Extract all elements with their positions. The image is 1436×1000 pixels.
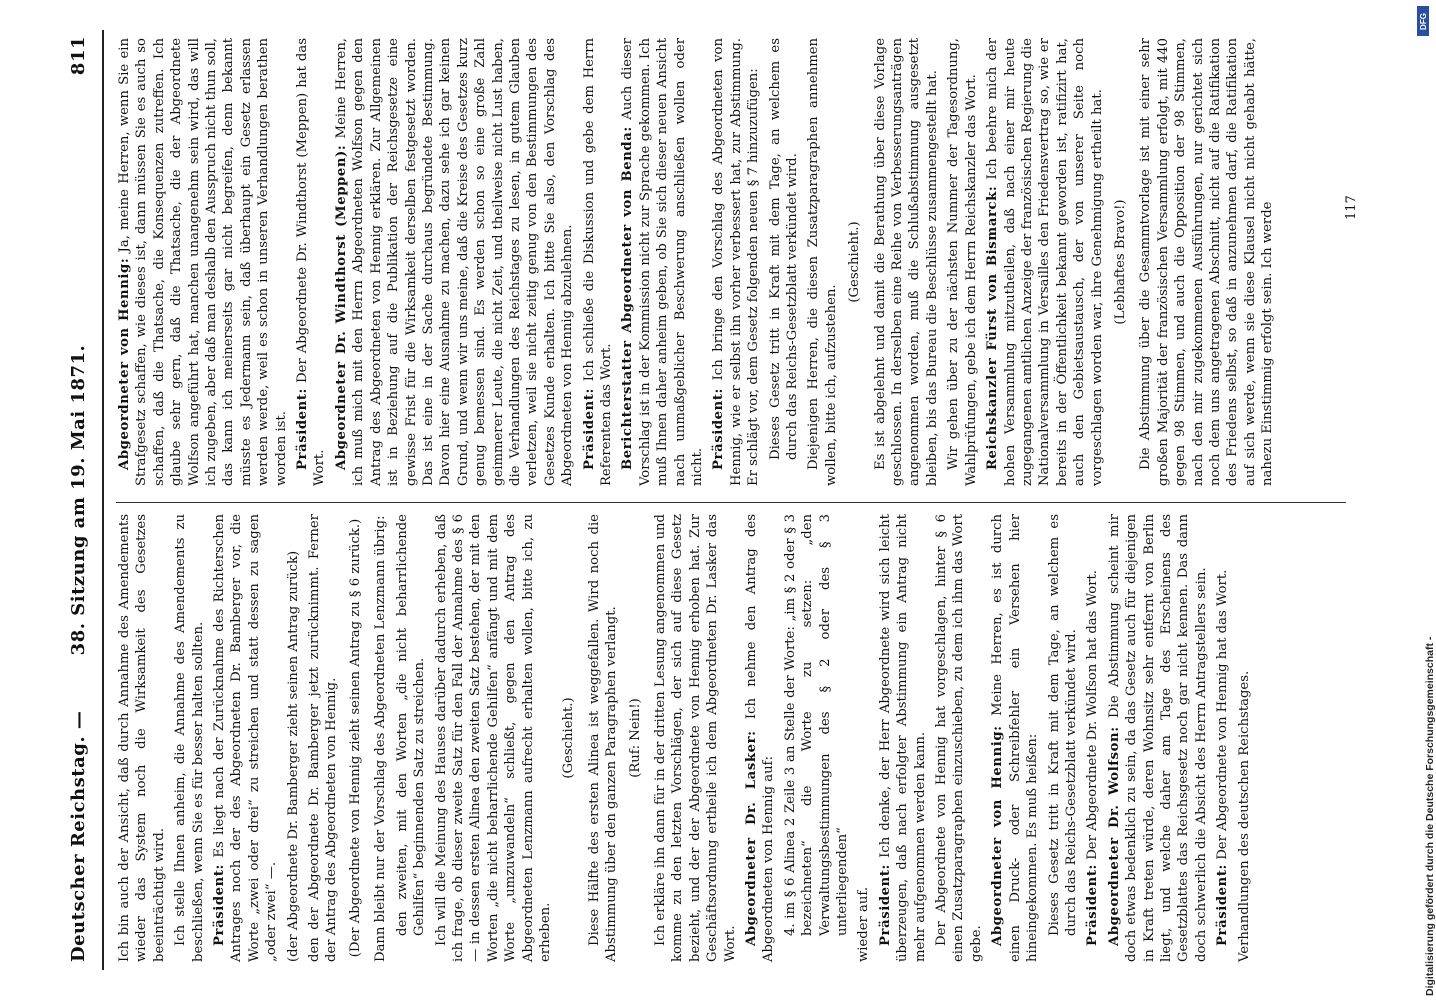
speech-paragraph [211, 514, 281, 962]
paragraph-text: Der Abgeordnete von Hennig hat das Wort. [1215, 569, 1231, 860]
paragraph-text: Ich bringe den Vorschlag des Abgeordneten von Hennig, wie er selbst ihn vorher verbessert hat, zur Abstimmung. Er schlägt vor, dem Gesetz folgenden neuen § 7 hinzuzufügen: [711, 38, 762, 486]
speaker-name: Abgeordneter von Hennig: [990, 725, 1006, 946]
paragraph-text: Auch dieser Vorschlag ist in der Kommission nicht zur Sprache gekommen. Ich muß Ihnen daher anheim geben, ob Sie sich dieser neuen Ansicht nach unmaßgeblicher Beschwerung anschließen wollen oder nicht. [620, 38, 705, 486]
speech-paragraph [710, 38, 762, 486]
speaker-name: Präsident: [295, 387, 311, 470]
text-paragraph [945, 38, 980, 486]
text-paragraph [586, 514, 621, 962]
paragraph-text: Wir gehen über zu der nächsten Nummer der Tagesordnung, Wahlprüfungen, gebe ich dem Herrn Reichskanzler das Wort. [946, 38, 979, 486]
paragraph-text: Meine Herren, ich muß mich mit den Herrn Abgeordneten Wolfson gegen den Antrag des Abgeordneten von Hennig erklären. Zur Allgemeinen ist in Beziehung auf die Publikation der Reichsgesetze eine gewisse Frist für die Wirksamkeit derselben festgesetzt worden. Das ist eine in der Sache durchaus begründete Bestimmung. Davon hier eine Ausnahme zu machen, dazu sehe ich gar keinen Grund, und wenn wir uns meine, daß die Kreise des Gesetzes kurz genug bemessen sind. Es werden schon so eine große Zahl geimmerer Leute, die nicht Zeit, und theilweise nicht Lust haben, die Verhandlungen des Reichstages zu lesen, in gutem Glauben verletzen, weil sie nicht zeitig genug von den Bestimmungen des Gesetzes Kunde erhalten. Ich bitte Sie also, den Vorschlag des Abgeordneten von Hennig abzulehnen. [333, 37, 576, 486]
speaker-name: Präsident: [1215, 863, 1231, 946]
speech-paragraph [877, 514, 929, 962]
paragraph-text: Es ist abgelehnt und damit die Berathung über diese Vorlage geschlossen. In derselben eine Reihe von Verbesserungsanträgen angenommen worden, muß die Schlußabstimmung ausgesetzt bleiben, bis das Bureau die Beschlüsse zusammengestellt hat. [872, 38, 940, 486]
speaker-name: Abgeordneter Dr. Windthorst (Meppen): [333, 144, 349, 470]
speech-paragraph [984, 38, 1106, 486]
text-paragraph [347, 514, 364, 962]
text-paragraph [855, 514, 872, 962]
paragraph-text: Meine Herren, es ist durch einen Druck- oder Schreibfehler ein Versehen hier hineingekommen. Es muß heißen: [990, 514, 1041, 962]
text-paragraph [627, 514, 644, 962]
speaker-name: Präsident: [877, 863, 893, 946]
paragraph-text: Ich schließe die Diskussion und gebe dem Herrn Referenten das Wort. [581, 38, 614, 486]
text-paragraph [767, 38, 802, 486]
speech-paragraph [294, 38, 329, 486]
speech-paragraph [1084, 514, 1101, 962]
text-paragraph [933, 514, 985, 962]
text-paragraph [846, 38, 863, 486]
paragraph-text: Ja, meine Herren, wenn Sie ein Strafgesetz schaffen, wie dieses ist, dann müssen Sie es auch so schaffen, daß die Thatsache, die Konsequenzen zutreffen. Ich glaube sehr gern, daß die Thatsache, die der Abgeordnete Wolfson angeführt hat, manchen unangenehm sein wird, das will ich zugeben, aber daß man deshalb den Ausspruch nicht thun soll, das kann ich meinerseits gar nicht begreifen, denn bekannt müsste es Jedermann sein, daß überhaupt ein Gesetz erlassen werden werde, weil es schon in unseren Verhandlungen berathen worden ist. [117, 38, 289, 486]
paragraph-text: Diese Hälfte des ersten Alinea ist weggefallen. Wird noch die Abstimmung über den ganzen Paragraphen verlangt. [586, 514, 620, 962]
speech-paragraph [619, 38, 706, 486]
paragraph-text: Ich denke, der Herr Abgeordnete wird sich leicht überzeugen, daß nach erfolgter Abstimmung ein Antrag nicht mehr aufgenommen werden kann. [877, 514, 928, 962]
paragraph-text: Ich erkläre ihn dann für in der dritten Lesung angenommen und komme zu den letzten Vorschlägen, der sich auf diese Gesetz bezieht, und der der Abgeordnete von Hennig erhoben hat. Zur Geschäftsordnung ertheile ich dem Abgeordneten Dr. Lasker das Wort. [652, 514, 738, 962]
text-paragraph [1112, 38, 1129, 486]
text-paragraph [372, 514, 389, 962]
speech-paragraph [989, 514, 1041, 962]
text-paragraph [306, 514, 341, 962]
paragraph-text: Ich nehme den Antrag des Abgeordneten von Hennig auf: [744, 514, 777, 962]
speaker-name: Abgeordneter Dr. Lasker: [744, 730, 759, 946]
paragraph-text: Ich bin auch der Ansicht, daß durch Annahme des Amendements wieder das System noch die Wirksamkeit des Gesetzes beeinträchtigt wird. [117, 514, 167, 962]
text-paragraph [433, 514, 555, 962]
header-publication: Deutscher Reichstag. — [68, 710, 89, 962]
paragraph-text: Der Abgeordnete von Hennig hat vorgeschlagen, hinter § 6 einen Zusatzparagraphen einzuschieben, zu dem ich ihm das Wort gebe. [934, 514, 984, 962]
paragraph-text: Die Abstimmung scheint mir doch etwas bedenklich zu sein, da das Gesetz auch für diejenigen in Kraft treten würde, deren Wohnsitz sehr entfernt von Berlin liegt, und welche daher am Tage des Erscheinens des Gesetzblattes das Reichsgesetz noch gar nicht kennen. Das dann doch schwerlich die Absicht des Herrn Antragstellers sein. [1106, 514, 1209, 962]
rotated-page-content [58, 20, 1378, 980]
paragraph-text: 4. im § 6 Alinea 2 Zeile 3 an Stelle der Worte: „im § 2 oder § 3 bezeichneten“ die Worte zu setzen: „den Verwaltungsbestimmungen des § 2 oder des § 3 unterliegenden“ [782, 514, 851, 936]
paragraph-text: Die Abstimmung über die Gesammtvorlage ist mit einer sehr großen Majorität der französischen Versammlung erfolgt, mit 440 gegen 98 Stimmen, und auch die Opposition der 98 Stimmen, nach den mir zugekommenen Ausführungen, nur gerichtet sich noch dem uns angetragenen Abschnitt, nicht auf die Ratifikation des Friedens selbst, so daß in anzunehmen darf, die Ratifikation auf sich werde, wenn sie diese Klausel nicht nicht gehabt hätte, nahezu Einstimmig erfolgt sein. Ich werde [1138, 38, 1276, 486]
paragraph-text: Dieses Gesetz tritt in Kraft mit dem Tage, an welchem es durch das Reichs-Gesetzblatt verkündet wird. [767, 38, 801, 460]
text-paragraph [172, 514, 207, 962]
header-rule [102, 30, 104, 970]
text-paragraph [116, 514, 168, 962]
speaker-name: Präsident: [212, 863, 228, 946]
paragraph-text: den der Abgeordnete Dr. Bamberger jetzt zurücknimmt. Ferner der Antrag des Abgeordneten von Hennig. [307, 514, 340, 962]
paragraph-text: Es liegt nach der Zurücknahme des Richterschen Antrages noch der des Abgeordneten Dr. Bamberger vor, die Worte „zwei oder drei“ zu streichen und statt dessen zu sagen „oder zwei“ —. [212, 514, 280, 962]
speaker-name: Abgeordneter Dr. Wolfson: [1106, 726, 1122, 946]
speaker-name: Präsident: [1085, 863, 1101, 946]
text-paragraph [394, 514, 429, 962]
dfg-logo-text: DFG [1418, 12, 1428, 30]
paragraph-text: Ich beehre mich der hohen Versammlung mitzutheilen, daß nach einer mir heute zugegangenen amtlichen Anzeige der französischen Regierung die Nationalversammlung in Versailles den Friedensvertrag so, wie er bereits in der Öffentlichkeit bekannt geworden ist, ratifizirt hat, auch den Gebietsaustausch, der von unserer Seite noch vorgeschlagen worden war, ihre Genehmigung ertheilt hat. [985, 38, 1105, 486]
paragraph-text: (Lebhaftes Bravo!) [1112, 199, 1128, 325]
text-paragraph [1236, 514, 1253, 962]
speaker-name: Präsident: [711, 387, 727, 470]
speech-paragraph [333, 38, 577, 486]
speech-paragraph [743, 514, 778, 962]
column-divider [116, 502, 1346, 503]
paragraph-text: Verhandlungen des deutschen Reichstages. [1236, 670, 1252, 962]
speaker-name: Reichskanzler Fürst von Bismarck: [985, 185, 1001, 470]
text-paragraph [805, 38, 840, 486]
paragraph-text: Dieses Gesetz tritt in Kraft mit dem Tage, an welchem es durch das Reichs-Gesetzblatt verkündet wird. [1046, 514, 1079, 936]
text-paragraph [652, 514, 739, 962]
paragraph-text: (Der Abgeordnete von Hennig zieht seinen Antrag zu § 6 zurück.) [347, 518, 363, 958]
paragraph-text: Der Abgeordnete Dr. Windthorst (Meppen) hat das Wort. [295, 38, 328, 486]
signature-mark: 117 [1344, 195, 1359, 220]
header-session: 38. Sitzung am 19. Mai 1871. [68, 344, 89, 656]
paragraph-text: (Ruf: Nein!) [627, 698, 643, 778]
page-number: 811 [68, 36, 89, 76]
speaker-name: Berichterstatter Abgeordneter von Benda: [620, 126, 636, 470]
paragraph-text: (Geschieht.) [561, 697, 577, 779]
speaker-name: Abgeordneter von Hennig: [117, 257, 132, 470]
running-header [58, 20, 98, 980]
text-paragraph [1046, 514, 1081, 962]
paragraph-text: Dann bleibt nur der Vorschlag des Abgeordneten Lenzmann übrig: [373, 515, 389, 962]
text-paragraph [872, 38, 942, 486]
speaker-name: Präsident: [581, 387, 597, 470]
speech-paragraph [581, 38, 616, 486]
text-paragraph [560, 514, 577, 962]
paragraph-text: den zweiten, mit den Worten „die nicht beharrlichende Gehilfen“ beginnenden Satz zu streichen. [394, 514, 428, 936]
speech-paragraph [1106, 514, 1210, 962]
paragraph-text: (Geschieht.) [847, 221, 863, 303]
dfg-logo [1417, 6, 1429, 36]
speech-paragraph [1214, 514, 1231, 962]
paragraph-text: Diejenigen Herren, die diesen Zusatzparagraphen annehmen wollen, bitte ich, aufzustehen. [806, 38, 839, 486]
paragraph-text: Der Abgeordnete Dr. Wolfson hat das Wort. [1085, 570, 1101, 860]
text-paragraph [782, 514, 852, 962]
paragraph-text: Ich stelle Ihnen anheim, die Annahme des Amendements zu beschließen, wenn Sie es für besser halten sollten. [173, 514, 206, 962]
text-paragraph [285, 514, 302, 962]
speech-paragraph [116, 38, 290, 486]
right-column [116, 38, 1281, 486]
left-column [116, 514, 1257, 962]
text-paragraph [1137, 38, 1276, 486]
paragraph-text: wieder auf. [856, 886, 872, 962]
paragraph-text: Ich will die Meinung des Hauses darüber dadurch erheben, daß ich frage, ob dieser zweite Satz für den Fall der Annahme des § 6 — in dessen ersten Alinea den zweiten Satz bestehen, der mit den Worten „die nicht beharrlichende Gehilfen“ anfängt und mit dem Worte „umzuwandeln“ schließt, gegen den Antrag des Abgeordneten Lenzmann aufrecht erhalten wollen, bitte ich, zu erheben. [433, 514, 553, 962]
digitization-credit: Digitalisierung gefördert durch die Deutsche Forschungsgemeinschaft - [1424, 636, 1436, 996]
paragraph-text: (der Abgeordnete Dr. Bamberger zieht seinen Antrag zurück) [285, 550, 301, 962]
